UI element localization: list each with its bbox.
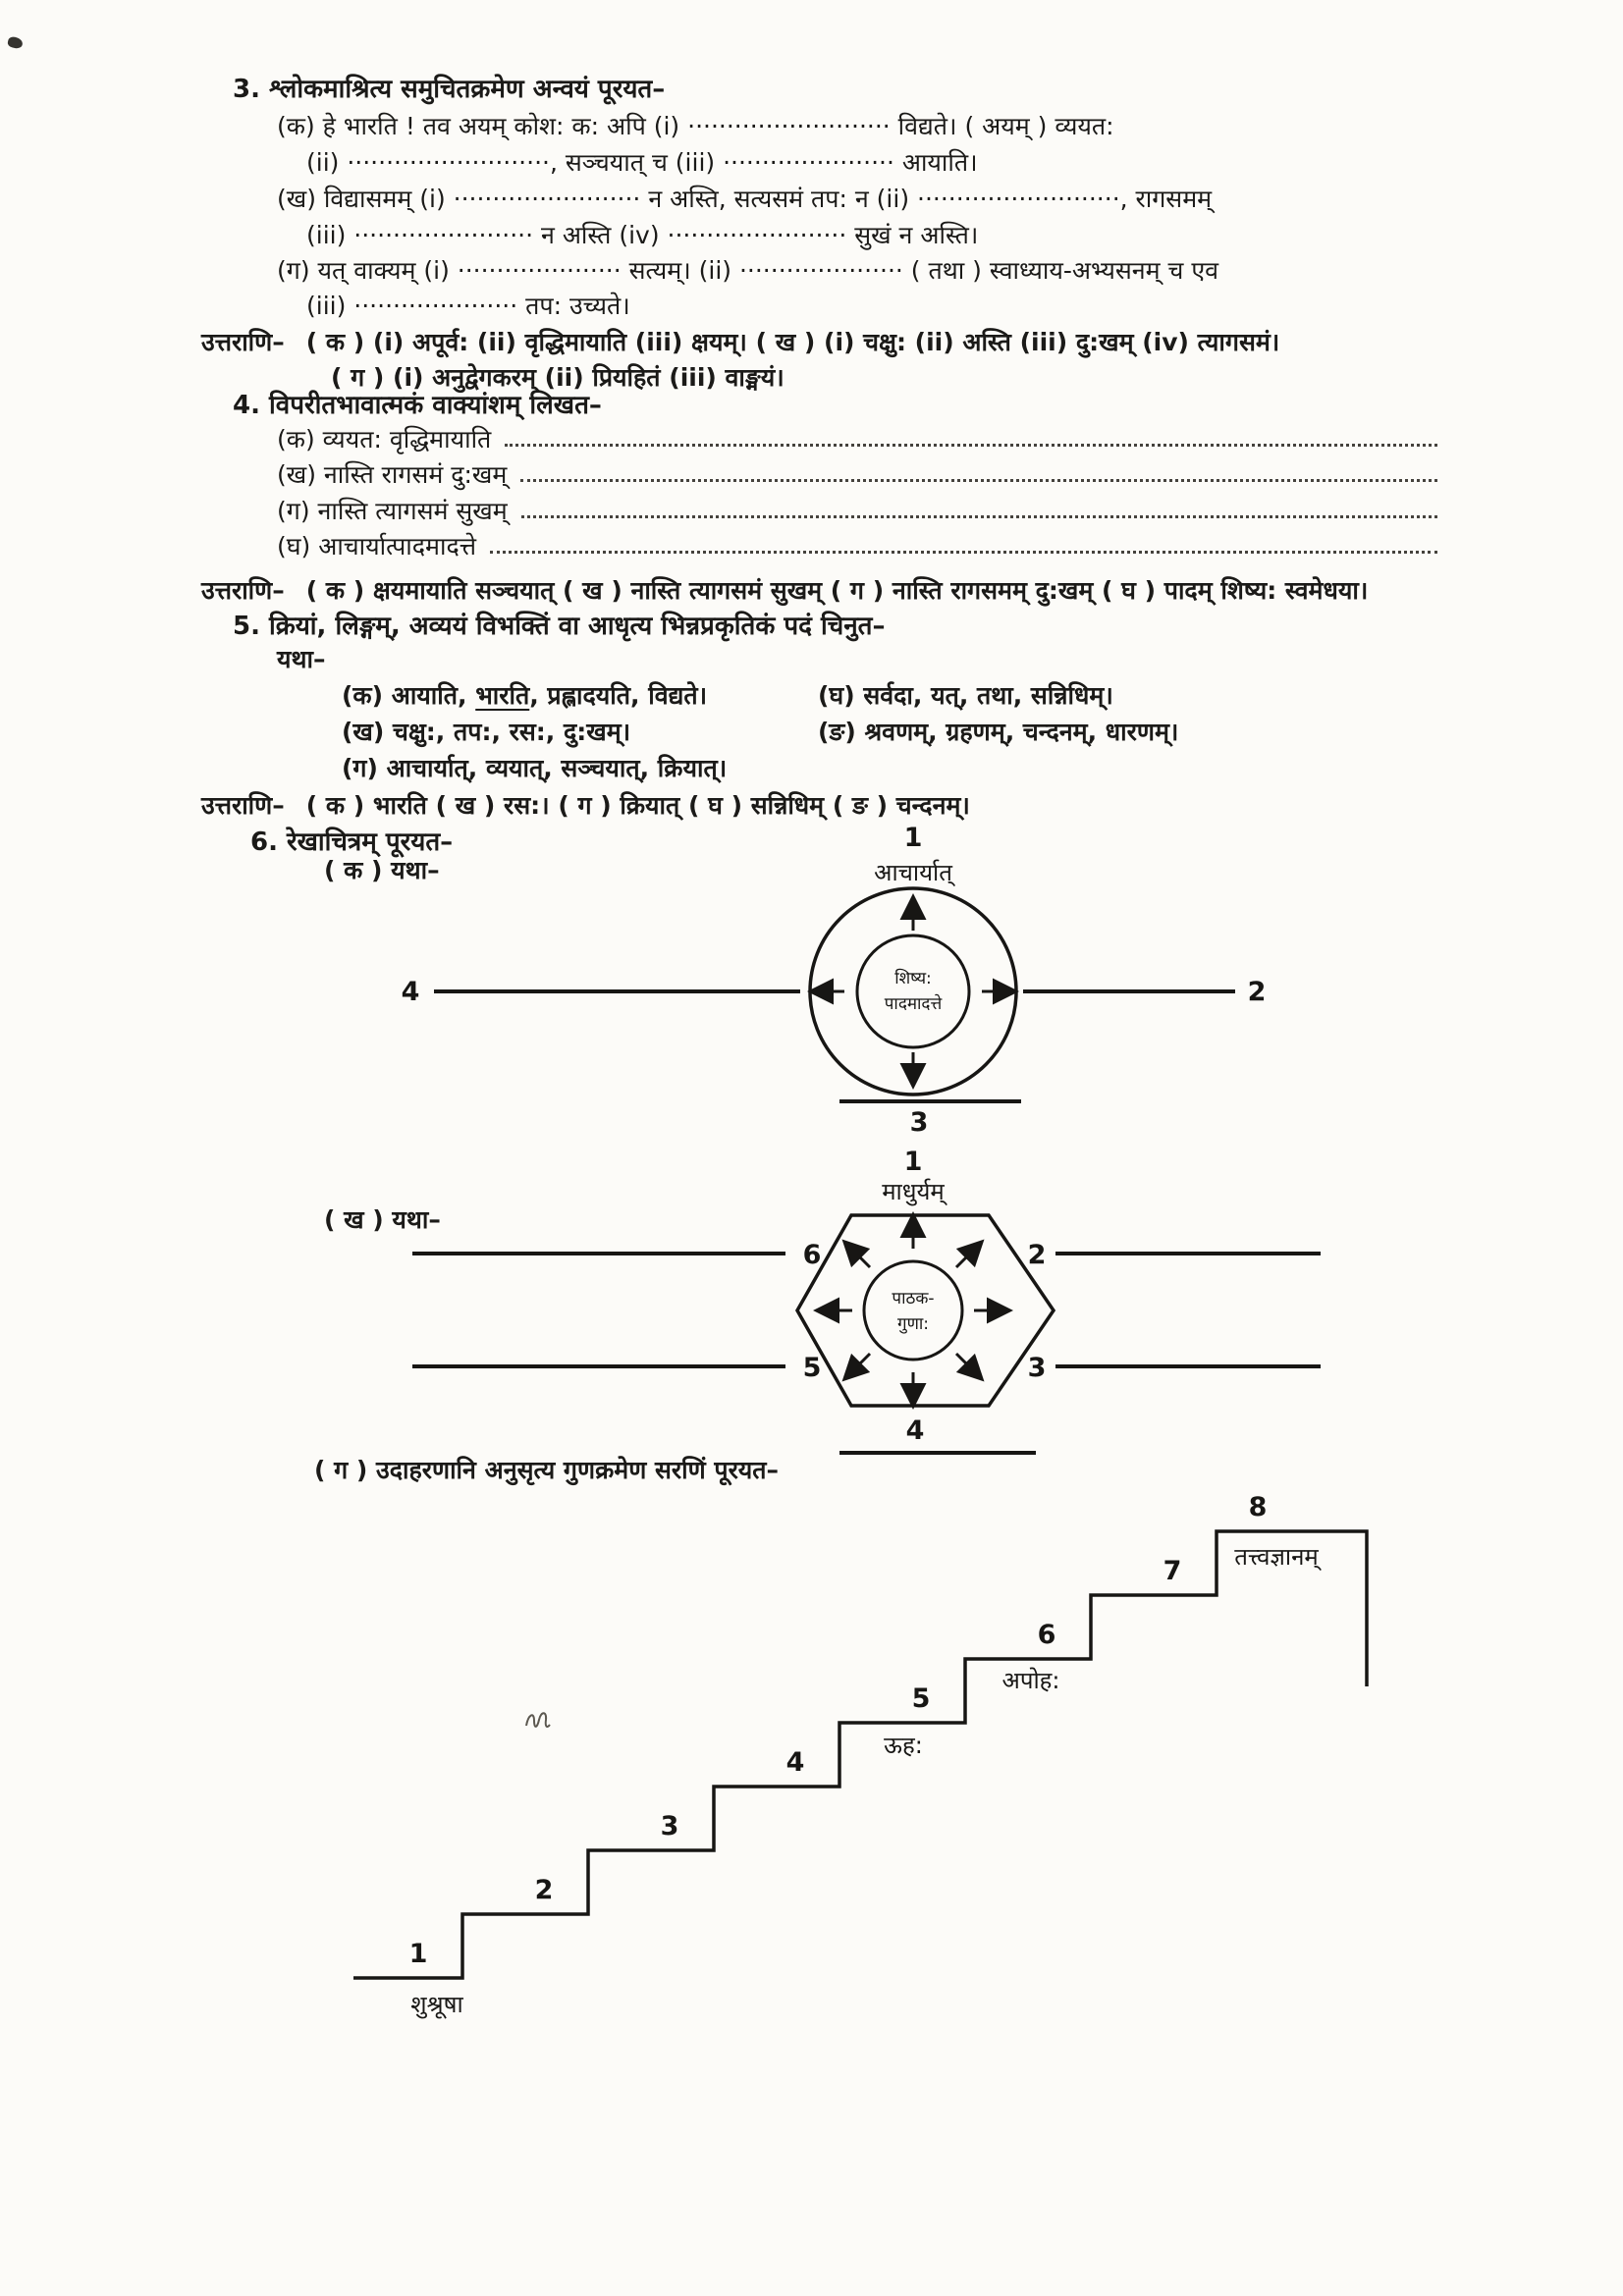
q4-item-ga-label: (ग) नास्ति त्यागसमं सुखम् [277,497,508,525]
circle-blank-4-number: 4 [401,977,420,1007]
circle-blank-2-number: 2 [1247,977,1267,1007]
q3-answers-text-1: ( क ) (i) अपूर्व: (ii) वृद्धिमायाति (iii) क्षयम्। ( ख ) (i) चक्षु: (ii) अस्ति (iii) दु:खम् (iv) त्यागसमं। [305,328,1280,356]
hex-blank-4-number: 4 [905,1415,925,1446]
stair-number-6: 6 [1037,1620,1056,1650]
stair-label-step5: ऊह: [884,1732,923,1759]
arrow-up-left-icon [850,1248,870,1267]
q5-answers-label: उत्तराणि– [201,791,285,820]
q3-heading: 3. श्लोकमाश्रित्य समुचितक्रमेण अन्वयं पूरयत– [233,75,666,104]
q4-answers-text: ( क ) क्षयमायाति सञ्चयात् ( ख ) नास्ति त्यागसमं सुखम् ( ग ) नास्ति रागसमम् दु:खम् ( घ ) पादम् शिष्य: स्वमेधया। [305,576,1369,605]
q3-answers-label: उत्तराणि– [201,328,285,356]
circle-center-text-2: पादमादत्ते [884,994,943,1014]
scan-ink-speck [7,35,24,49]
q5-item-gha: (घ) सर्वदा, यत्, तथा, सन्निधिम्। [818,681,1113,710]
q4-item-ka [277,425,1443,454]
staircase-diagram [255,1492,1394,2042]
q3-line-ga-2: (iii) ····················· तप: उच्यते। [306,292,630,320]
q3-line-ka-2: (ii) ··························, सञ्चयात् च (iii) ······················ आयाति। [306,148,978,177]
q4-item-ka-label: (क) व्ययत: वृद्धिमायाति [277,425,492,454]
circle-center-text-1: शिष्य: [894,969,932,988]
stair-label-step6: अपोह: [1001,1667,1060,1694]
q6-kha-label: ( ख ) यथा– [324,1205,441,1234]
q4-item-kha-label: (ख) नास्ति रागसमं दु:खम् [277,460,508,489]
q5-item-ka-pre: (क) आयाति, [342,681,476,710]
q5-item-nga: (ङ) श्रवणम्, ग्रहणम्, चन्दनम्, धारणम्। [818,718,1179,746]
q4-item-gha-label: (घ) आचार्यात्पादमादत्ते [277,532,477,561]
hex-inner-circle [864,1261,962,1360]
stair-number-3: 3 [660,1811,679,1842]
q6-ka-label: ( क ) यथा– [324,856,440,884]
stair-number-8: 8 [1248,1492,1268,1522]
hex-blank-5-number: 5 [802,1353,822,1383]
q6-heading: 6. रेखाचित्रम् पूरयत– [250,828,454,857]
dotted-blank [505,443,1437,447]
hex-center-text-2: गुणा: [897,1314,929,1334]
q5-yatha-label: यथा– [277,645,326,673]
inner-circle [857,935,969,1047]
q3-line-ka-1: (क) हे भारति ! तव अयम् कोश: क: अपि (i) ·························· विद्यते। ( अयम् ) व्ययत: [277,112,1114,140]
q4-item-kha [277,460,1443,490]
q5-answers-text: ( क ) भारति ( ख ) रस:। ( ग ) क्रियात् ( घ ) सन्निधिम् ( ङ ) चन्दनम्। [305,791,970,820]
hex-center-text-1: पाठक- [892,1289,935,1308]
q4-answers-label: उत्तराणि– [201,576,285,605]
q5-answers-line [201,791,970,821]
staircase-outline [353,1531,1367,1978]
q5-item-ka-post: , प्रह्लादयति, विद्यते। [529,681,708,710]
arrow-down-right-icon [956,1354,976,1373]
q5-item-ka [342,681,707,711]
q4-heading: 4. विपरीतभावात्मकं वाक्यांशम् लिखत– [233,391,602,420]
stair-number-7: 7 [1163,1556,1182,1586]
circle-diagram [373,823,1335,1147]
q5-item-kha: (ख) चक्षु:, तप:, रस:, दु:खम्। [342,718,631,746]
q5-heading: 5. क्रियां, लिङ्गम्, अव्ययं विभक्तिं वा आधृत्य भिन्नप्रकृतिकं पदं चिनुत– [233,612,886,641]
q4-item-ga [277,497,1443,526]
hexagon-diagram [373,1139,1345,1468]
stair-number-4: 4 [785,1747,805,1778]
q5-item-ga: (ग) आचार्यात्, व्ययात्, सञ्चयात्, क्रियात्। [342,754,728,782]
stair-label-step8: तत्त्वज्ञानम् [1234,1543,1319,1571]
arrow-down-left-icon [850,1354,870,1373]
q3-answers-line-2: ( ग ) (i) अनुद्वेगकरम् (ii) प्रियहितं (iii) वाङ्मयं। [331,363,784,392]
circle-top-label: आचार्यात् [874,859,952,886]
q5-item-ka-underlined-word: भारति [475,681,530,710]
hex-top-label: माधुर्यम् [882,1178,945,1205]
q3-line-ga-1: (ग) यत् वाक्यम् (i) ····················· सत्यम्। (ii) ····················· ( तथा ) स्वाध्याय-अभ्यसनम् च एव [277,256,1219,285]
hex-blank-6-number: 6 [802,1240,822,1270]
q4-item-gha [277,532,1443,561]
hex-blank-1-number: 1 [903,1147,923,1177]
stair-number-5: 5 [911,1683,931,1714]
hex-blank-3-number: 3 [1027,1353,1047,1383]
dotted-blank [521,514,1437,518]
q4-answers-line [201,576,1368,606]
ink-squiggle-mark [526,1713,550,1727]
circle-blank-1-number: 1 [903,823,923,853]
circle-blank-3-number: 3 [909,1107,929,1138]
q3-answers-line-1 [201,328,1279,357]
q3-line-kha-2: (iii) ······················· न अस्ति (iv) ······················· सुखं न अस्ति। [306,221,979,249]
hex-blank-2-number: 2 [1027,1240,1047,1270]
dotted-blank [490,550,1437,554]
dotted-blank [520,478,1437,482]
stair-label-step1: शुश्रूषा [410,1991,463,2018]
stair-number-2: 2 [534,1875,554,1905]
stair-number-1: 1 [408,1939,428,1969]
arrow-up-right-icon [956,1248,976,1267]
q3-line-kha-1: (ख) विद्यासमम् (i) ························ न अस्ति, सत्यसमं तप: न (ii) ··························, रागसमम् [277,185,1213,213]
q6-ga-heading: ( ग ) उदाहरणानि अनुसृत्य गुणक्रमेण सरणिं पूरयत– [314,1456,780,1484]
